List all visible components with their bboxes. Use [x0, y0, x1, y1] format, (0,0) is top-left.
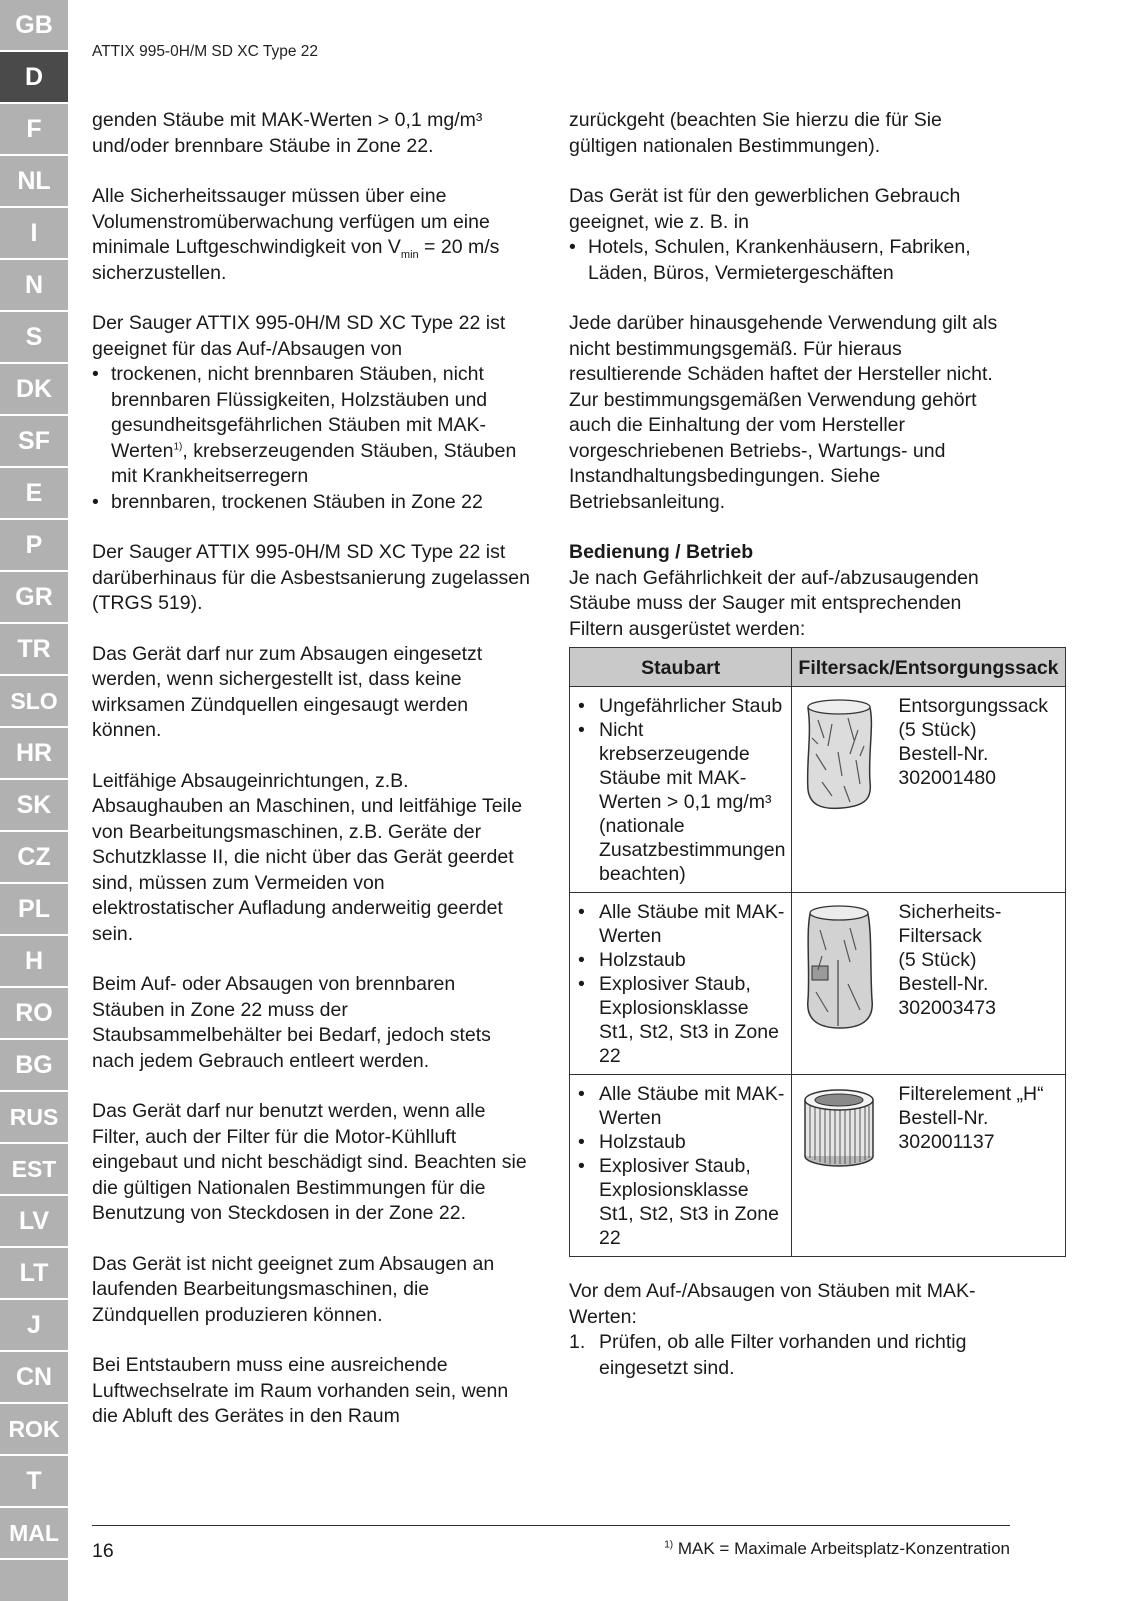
- language-tab-est[interactable]: EST: [0, 1144, 68, 1196]
- dust-types-cell: [570, 687, 792, 893]
- list-item: • Explosiver Staub, Explosionsklasse St1, St2, St3 in Zone 22: [578, 1154, 785, 1250]
- footnote-mark: 1): [664, 1539, 674, 1551]
- language-tab-e[interactable]: E: [0, 468, 68, 520]
- order-number-label: Bestell-Nr.: [898, 1107, 989, 1129]
- language-tab-cz[interactable]: CZ: [0, 832, 68, 884]
- subscript: min: [400, 248, 419, 261]
- product-cell: [792, 687, 1065, 893]
- disposal-bag-image: [798, 694, 890, 820]
- paragraph: Der Sauger ATTIX 995-0H/M SD XC Type 22 ist darüberhinaus für die Asbestsanierung zugelassen (TRGS 519).: [92, 541, 530, 614]
- product-name: Entsorgungssack: [898, 695, 1049, 717]
- page-number: 16: [92, 1540, 114, 1562]
- steps-list: [569, 1330, 1009, 1381]
- step-item: [569, 1330, 1009, 1381]
- product-quantity: (5 Stück): [898, 949, 977, 971]
- table-header-row: [570, 648, 1066, 687]
- language-tab-gr[interactable]: GR: [0, 572, 68, 624]
- list-item: • Ungefährlicher Staub: [578, 694, 785, 718]
- product-name: Filterelement „H“: [898, 1083, 1044, 1105]
- language-tab-nl[interactable]: NL: [0, 156, 68, 208]
- filter-element-image: [798, 1082, 890, 1178]
- paragraph: zurückgeht (beachten Sie hierzu die für Sie gültigen nationalen Bestimmungen).: [569, 109, 942, 157]
- product-name: Sicherheits-Filtersack: [898, 901, 1002, 947]
- text-span: Alle Sicherheitssauger müssen über eine Volumenstromüberwachung verfügen um eine minimale Luftgeschwindigkeit von V: [92, 185, 490, 258]
- paragraph: Beim Auf- oder Absaugen von brennbaren Stäuben in Zone 22 muss der Staubsammelbehälter bei Bedarf, jedoch stets nach jedem Gebrauch entleert werden.: [92, 973, 491, 1072]
- language-tab-p[interactable]: P: [0, 520, 68, 572]
- list-item: • brennbaren, trockenen Stäuben in Zone 22: [92, 490, 532, 516]
- language-tab-j[interactable]: J: [0, 1300, 68, 1352]
- paragraph: Bei Entstaubern muss eine ausreichende Luftwechselrate im Raum vorhanden sein, wenn die Abluft des Gerätes in den Raum: [92, 1354, 509, 1427]
- paragraph: Das Gerät ist für den gewerblichen Gebrauch geeignet, wie z. B. in: [569, 185, 961, 233]
- language-tab-bg[interactable]: BG: [0, 1040, 68, 1092]
- language-tab-lt[interactable]: LT: [0, 1248, 68, 1300]
- dust-types-cell: [570, 893, 792, 1075]
- paragraph: Das Gerät ist nicht geeignet zum Absaugen an laufenden Bearbeitungsmaschinen, die Zündquellen produzieren können.: [92, 1252, 495, 1326]
- list-item: • Holzstaub: [578, 948, 785, 972]
- dust-types-cell: [570, 1075, 792, 1257]
- order-number: 302001137: [898, 1131, 995, 1153]
- language-tab-lv[interactable]: LV: [0, 1196, 68, 1248]
- list-item: • Explosiver Staub, Explosionsklasse St1, St2, St3 in Zone 22: [578, 972, 785, 1068]
- language-tab-mal[interactable]: MAL: [0, 1508, 68, 1560]
- table-row: [570, 687, 1066, 893]
- footnote-text: MAK = Maximale Arbeitsplatz-Konzentration: [677, 1539, 1010, 1558]
- document-header-title: ATTIX 995-0H/M SD XC Type 22: [92, 43, 318, 60]
- footnote-mark: 1): [173, 441, 183, 452]
- paragraph: Jede darüber hinausgehende Verwendung gilt als nicht bestimmungsgemäß. Für hieraus resultierende Schäden haftet der Hersteller nicht.: [569, 312, 998, 385]
- product-cell: [792, 1075, 1065, 1257]
- language-tab-rus[interactable]: RUS: [0, 1092, 68, 1144]
- language-tab-hr[interactable]: HR: [0, 728, 68, 780]
- language-tab-h[interactable]: H: [0, 936, 68, 988]
- usage-list: [569, 235, 1009, 286]
- list-item: • Alle Stäube mit MAK-Werten: [578, 900, 785, 948]
- paragraph-volume-monitoring: [92, 184, 532, 286]
- language-tab-pl[interactable]: PL: [0, 884, 68, 936]
- paragraph: Das Gerät darf nur zum Absaugen eingesetzt werden, wenn sichergestellt ist, dass keine wirksamen Zündquellen eingesaugt werden können.: [92, 642, 483, 741]
- list-item: • Holzstaub: [578, 1130, 785, 1154]
- table-row: [570, 1075, 1066, 1257]
- list-item: • Alle Stäube mit MAK-Werten: [578, 1082, 785, 1130]
- language-tab-cn[interactable]: CN: [0, 1352, 68, 1404]
- footer-divider: [92, 1525, 1010, 1526]
- paragraph: Der Sauger ATTIX 995-0H/M SD XC Type 22 ist geeignet für das Auf-/Absaugen von: [92, 312, 506, 360]
- text-span: , krebserzeugenden Stäuben, Stäuben mit Krankheitserregern: [111, 439, 517, 487]
- order-number-label: Bestell-Nr.: [898, 973, 989, 995]
- table-header-filter-bag: Filtersack/Entsorgungssack: [792, 648, 1065, 687]
- paragraph: Vor dem Auf-/Absaugen von Stäuben mit MAK-Werten:: [569, 1280, 976, 1328]
- language-tab-f[interactable]: F: [0, 104, 68, 156]
- text-span: trockenen, nicht brennbaren Stäuben, nicht brennbaren Flüssigkeiten, Holzstäuben und gesundheitsgefährlichen Stäuben mit MAK-Werten: [111, 363, 488, 462]
- language-tab-sk[interactable]: SK: [0, 780, 68, 832]
- filter-table: [569, 647, 1066, 1257]
- language-sidebar: [0, 0, 68, 1601]
- language-tab-dk[interactable]: DK: [0, 364, 68, 416]
- paragraph: genden Stäube mit MAK-Werten > 0,1 mg/m³ und/oder brennbare Stäube in Zone 22.: [92, 109, 483, 157]
- product-quantity: (5 Stück): [898, 719, 977, 741]
- order-number-label: Bestell-Nr.: [898, 743, 989, 765]
- order-number: 302001480: [898, 767, 997, 789]
- list-item: [92, 362, 532, 490]
- table-header-dust-type: Staubart: [570, 648, 792, 687]
- language-tab-n[interactable]: N: [0, 260, 68, 312]
- language-tab-ro[interactable]: RO: [0, 988, 68, 1040]
- paragraph: Je nach Gefährlichkeit der auf-/abzusaugenden Stäube muss der Sauger mit entsprechenden Filtern ausgerüstet werden:: [569, 566, 979, 640]
- footnote: [664, 1539, 1010, 1559]
- text-span: = 20 m/s sicherzustellen.: [92, 236, 500, 284]
- product-cell: [792, 893, 1065, 1075]
- paragraph: Das Gerät darf nur benutzt werden, wenn alle Filter, auch der Filter für die Motor-Kühlluft eingebaut und nicht beschädigt sind. Beachten sie die gültigen Nationalen Bestimmungen für die Benutzung von Steckdosen in der Zone 22.: [92, 1100, 527, 1224]
- language-tab-gb[interactable]: GB: [0, 0, 68, 52]
- step-number: 1.: [569, 1331, 586, 1353]
- language-tab-t[interactable]: T: [0, 1456, 68, 1508]
- list-item: • Nicht krebserzeugende Stäube mit MAK-Werten > 0,1 mg/m³ (nationale Zusatzbestimmungen beachten): [578, 718, 785, 886]
- order-number: 302003473: [898, 997, 997, 1019]
- paragraph: Zur bestimmungsgemäßen Verwendung gehört auch die Einhaltung der vom Hersteller vorgeschriebenen Betriebs-, Wartungs- und Instandhaltungsbedingungen. Siehe Betriebsanleitung.: [569, 388, 977, 513]
- paragraph: Leitfähige Absaugeinrichtungen, z.B. Absaughauben an Maschinen, und leitfähige Teile von Bearbeitungsmaschinen, z.B. Geräte der Schutzklasse II, die nicht über das Gerät geerdet sind, müssen zum Vermeiden von elektrostatischer Aufladung anderweitig geerdet sein.: [92, 769, 523, 945]
- right-column: [569, 108, 1059, 1381]
- step-text: Prüfen, ob alle Filter vorhanden und richtig eingesetzt sind.: [599, 1331, 967, 1379]
- language-tab-tr[interactable]: TR: [0, 624, 68, 676]
- suitability-list: [92, 362, 532, 515]
- language-tab-rok[interactable]: ROK: [0, 1404, 68, 1456]
- table-row: [570, 893, 1066, 1075]
- section-heading: Bedienung / Betrieb: [569, 541, 754, 563]
- language-tab-slo[interactable]: SLO: [0, 676, 68, 728]
- language-tab-sf[interactable]: SF: [0, 416, 68, 468]
- list-item: • Hotels, Schulen, Krankenhäusern, Fabriken, Läden, Büros, Vermietergeschäften: [569, 235, 1009, 286]
- language-tab-i[interactable]: I: [0, 208, 68, 260]
- safety-filter-bag-image: [798, 900, 890, 1038]
- left-column: [92, 108, 532, 1430]
- language-tab-s[interactable]: S: [0, 312, 68, 364]
- language-tab-d[interactable]: D: [0, 52, 68, 104]
